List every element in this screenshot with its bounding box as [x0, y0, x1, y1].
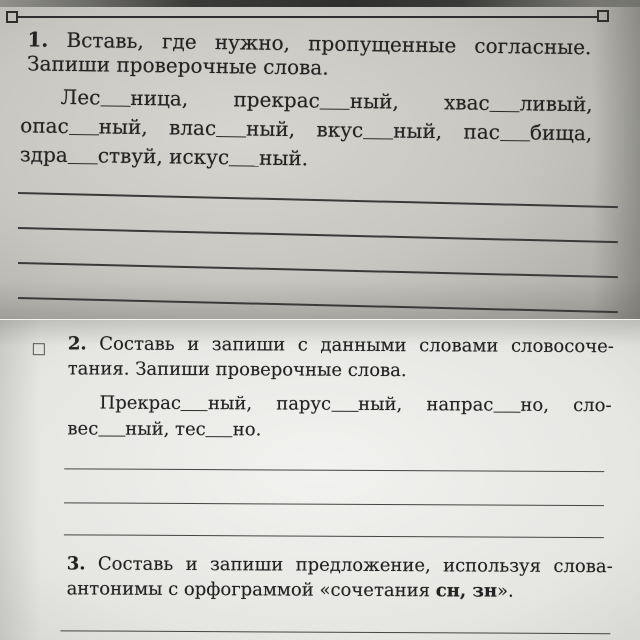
exercise-2-words-line-1: Прекрас ный, парус ный, напрас но, сло- [99, 392, 612, 417]
exercise-2-words-line-2: вес ный, тес но. [67, 418, 262, 441]
blank-gap [490, 96, 520, 112]
blank-gap [100, 90, 130, 106]
blank-gap [363, 123, 393, 139]
answer-line [64, 502, 604, 506]
workbook-photo-top [0, 0, 640, 319]
exercise-1-instruction-text: Вставь, где нужно, пропущенные согласные. [66, 27, 592, 60]
blank-gap [181, 397, 208, 412]
blank-gap [331, 397, 358, 412]
blank-gap [69, 119, 99, 135]
exercises-2-3 [0, 320, 640, 640]
exercise-1 [0, 0, 640, 319]
blank-gap [216, 121, 246, 137]
exercise-2-number: 2. [67, 333, 87, 355]
exercise-1-words-line-1: Лес ница, прекрас ный, хвас ливый, [60, 84, 593, 117]
blank-gap [320, 93, 350, 109]
exercise-3-instruction-line-2 [67, 578, 514, 602]
frame-corner-square-icon [33, 343, 45, 355]
exercise-1-words-line-3: здра ствуй, искус ный. [19, 142, 309, 171]
answer-line [64, 468, 604, 472]
exercise-1-number: 1. [27, 27, 49, 52]
answer-line [64, 534, 604, 538]
exercise-3-number: 3. [66, 553, 86, 575]
blank-gap [229, 150, 259, 166]
answer-line [60, 630, 610, 634]
exercise-3-instruction-text: Составь и запиши предложение, используя слова- [97, 553, 613, 578]
blank-gap [206, 423, 233, 438]
blank-gap [98, 422, 125, 437]
exercise-3-instruction-end: ». [497, 580, 514, 602]
exercise-1-instruction-line-2: Запиши проверочные слова. [26, 51, 329, 80]
exercise-3-spelling-pattern: сн, зн [435, 580, 498, 602]
exercise-2-instruction-line-2: тания. Запиши проверочные слова. [67, 358, 407, 382]
exercise-3-instruction-text-2: антонимы с орфограммой «сочетания [66, 578, 436, 602]
workbook-photo-bottom [0, 320, 640, 640]
blank-gap [500, 125, 530, 141]
exercise-2-instruction-text: Составь и запиши с данными словами словосоче- [99, 333, 614, 358]
exercise-3-instruction-line-1 [67, 553, 613, 578]
exercise-2-instruction-line-1 [68, 333, 614, 358]
blank-gap [68, 148, 98, 164]
exercise-1-words-line-2: опас ный, влас ный, вкус ный, пас бища, [20, 113, 593, 146]
blank-gap [493, 398, 520, 413]
